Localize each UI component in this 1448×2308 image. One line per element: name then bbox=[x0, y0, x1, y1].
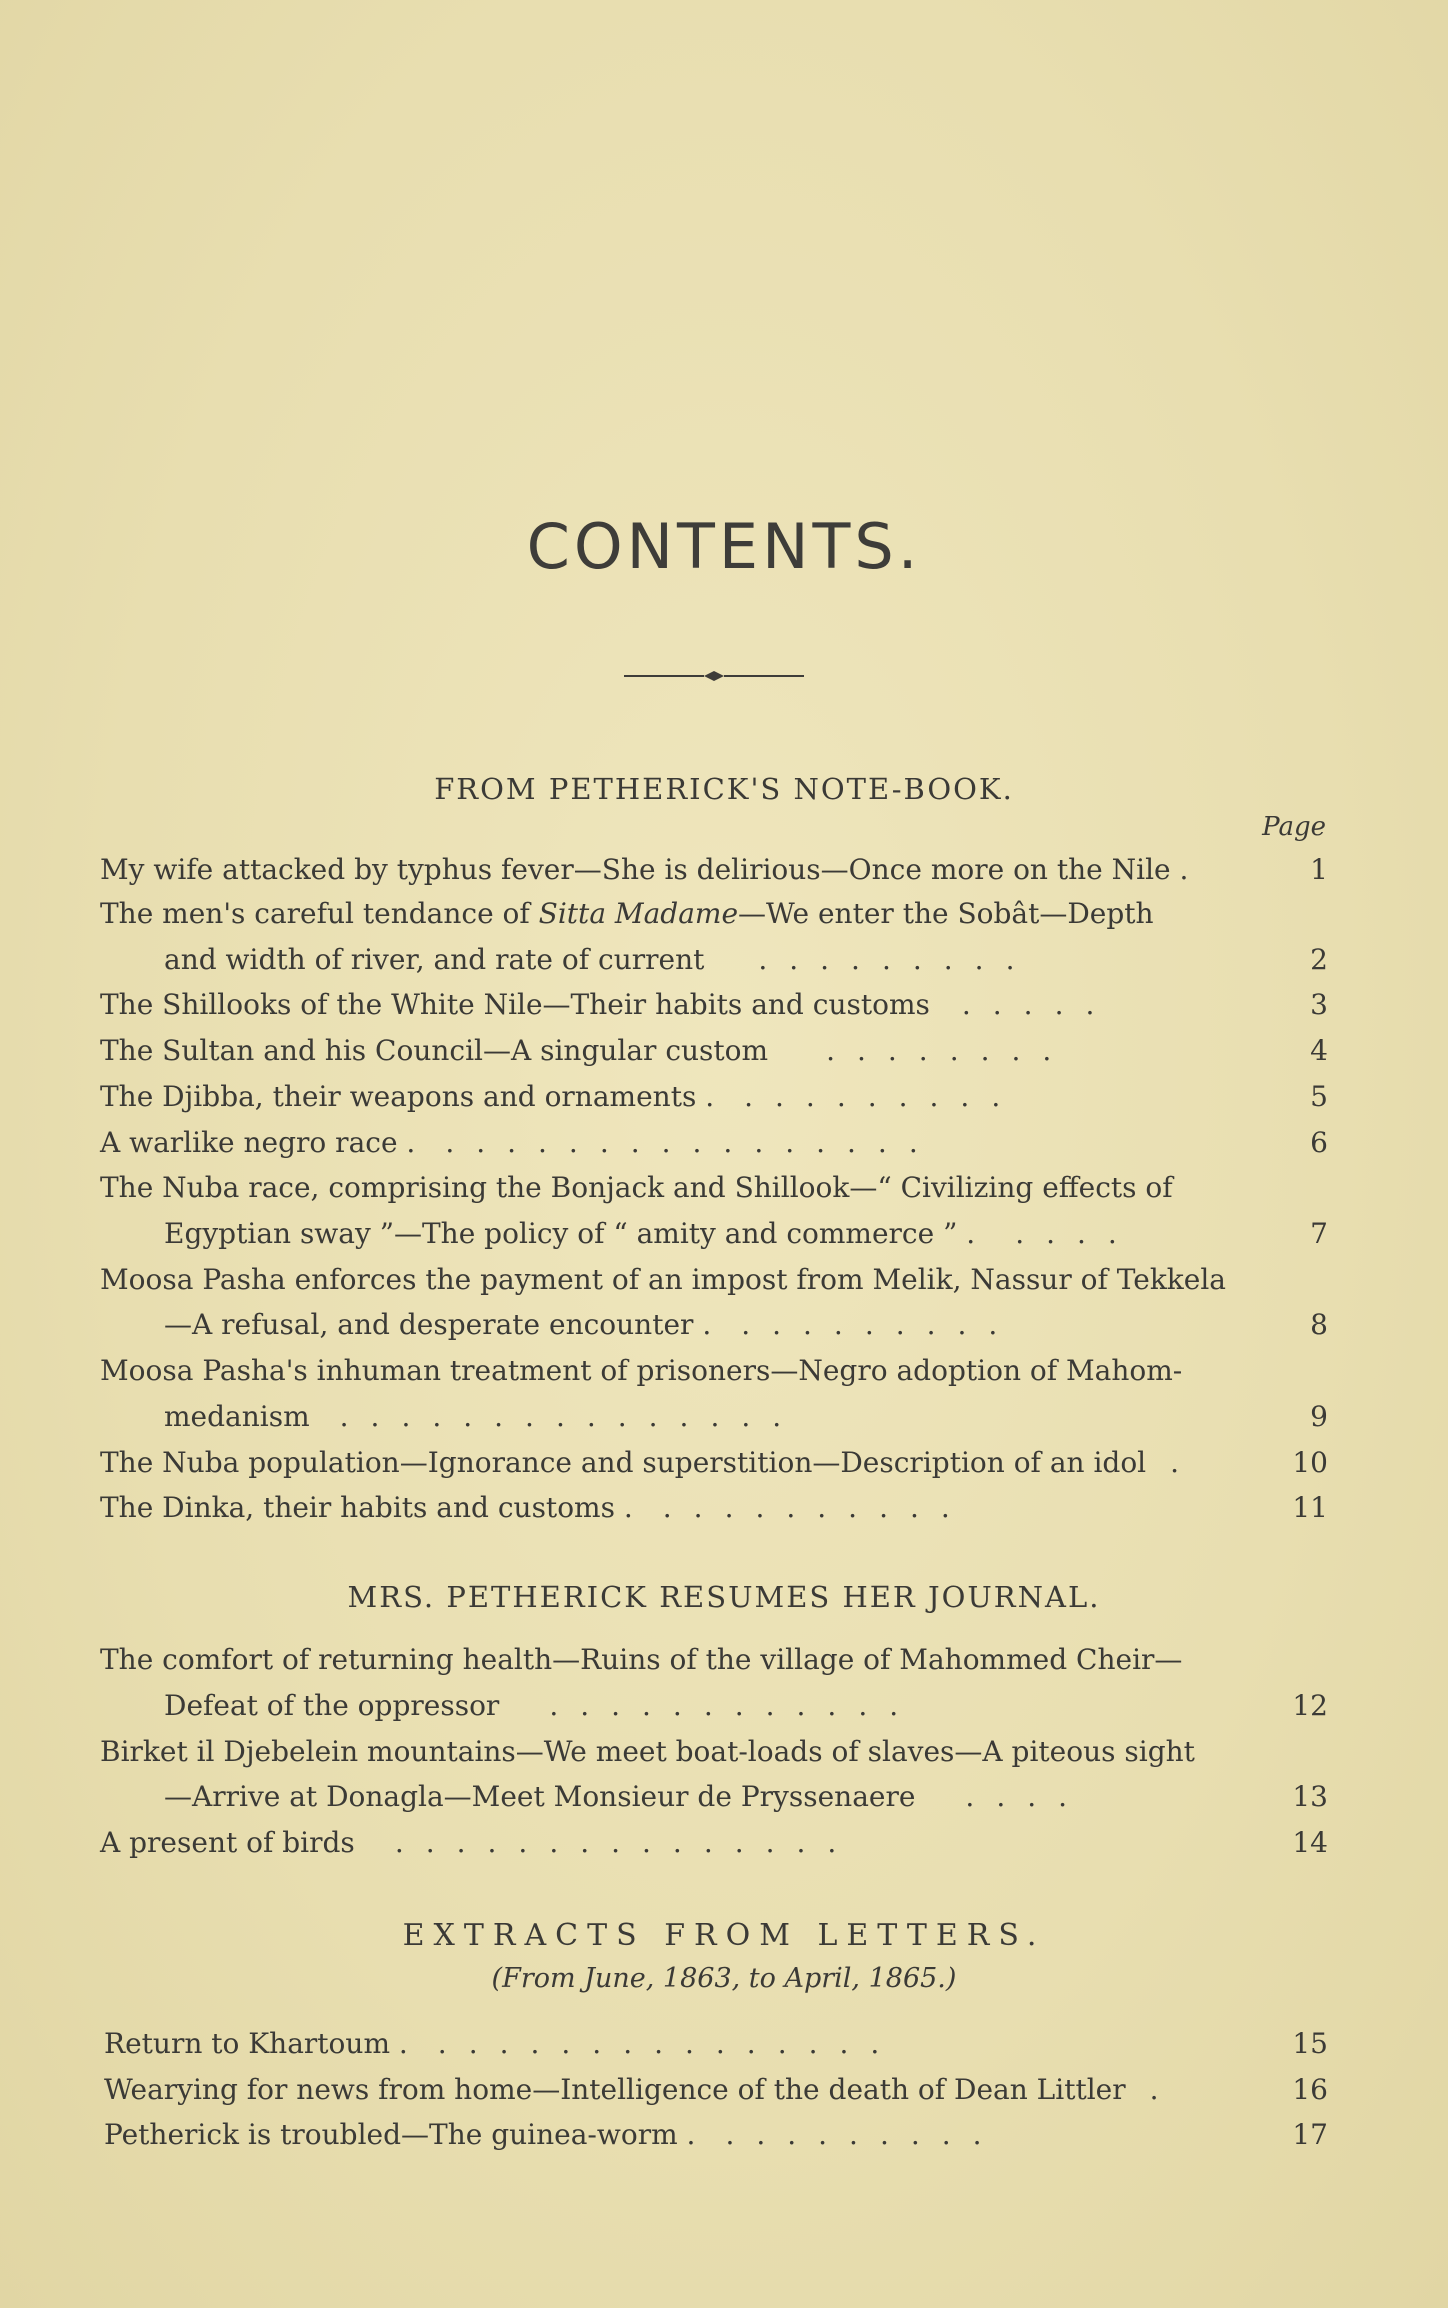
toc-page-number: 7 bbox=[1310, 1217, 1328, 1250]
toc-page-number: 10 bbox=[1292, 1446, 1328, 1479]
toc-entry-line: —Arrive at Donagla—Meet Monsieur de Pryssenaere .... bbox=[164, 1780, 1090, 1813]
toc-entry-line: Return to Khartoum . ............... bbox=[104, 2027, 902, 2060]
toc-page-number: 6 bbox=[1310, 1126, 1328, 1159]
toc-entry-line: Petherick is troubled—The guinea-worm . ......... bbox=[104, 2118, 1004, 2151]
toc-entry-line: The Dinka, their habits and customs . .......... bbox=[100, 1491, 972, 1524]
toc-entry-line: Moosa Pasha enforces the payment of an impost from Melik, Nassur of Tekkela bbox=[100, 1263, 1226, 1296]
toc-entry-line: Wearying for news from home—Intelligence of the death of Dean Littler . bbox=[104, 2073, 1181, 2106]
toc-entry-line: The Sultan and his Council—A singular custom ........ bbox=[100, 1034, 1074, 1067]
toc-entry-line: —A refusal, and desperate encounter . ......... bbox=[164, 1308, 1020, 1341]
toc-entry-line: medanism ............... bbox=[164, 1400, 804, 1433]
toc-page-number: 2 bbox=[1310, 943, 1328, 976]
toc-entry-line: A warlike negro race . ................ bbox=[100, 1126, 940, 1159]
toc-entry-line: The Nuba population—Ignorance and superstition—Description of an idol . bbox=[100, 1446, 1202, 1479]
section-heading-journal: MRS. PETHERICK RESUMES HER JOURNAL. bbox=[347, 1580, 1101, 1614]
toc-entry-line: A present of birds ............... bbox=[100, 1826, 859, 1859]
toc-entry-line: and width of river, and rate of current ......... bbox=[164, 943, 1037, 976]
page-title: CONTENTS. bbox=[526, 510, 922, 583]
toc-entry-line: Birket il Djebelein mountains—We meet boat-loads of slaves—A piteous sight bbox=[100, 1735, 1195, 1768]
divider-ornament bbox=[624, 668, 804, 684]
toc-page-number: 16 bbox=[1292, 2073, 1328, 2106]
toc-page-number: 1 bbox=[1310, 853, 1328, 886]
page-column-label: Page bbox=[1262, 812, 1326, 842]
toc-page-number: 3 bbox=[1310, 988, 1328, 1021]
toc-page-number: 17 bbox=[1292, 2118, 1328, 2151]
toc-page-number: 4 bbox=[1310, 1034, 1328, 1067]
toc-entry-line: The Nuba race, comprising the Bonjack and Shillook—“ Civilizing effects of bbox=[100, 1171, 1173, 1204]
toc-entry-line: Egyptian sway ”—The policy of “ amity and commerce ” . .... bbox=[164, 1217, 1139, 1250]
toc-page-number: 15 bbox=[1292, 2027, 1328, 2060]
section-heading-notebook: FROM PETHERICK'S NOTE-BOOK. bbox=[434, 772, 1014, 806]
section-subheading-dates: (From June, 1863, to April, 1865.) bbox=[491, 1963, 957, 1994]
toc-entry-line: The Shillooks of the White Nile—Their habits and customs ..... bbox=[100, 988, 1117, 1021]
toc-page-number: 12 bbox=[1292, 1689, 1328, 1722]
toc-page-number: 5 bbox=[1310, 1080, 1328, 1113]
toc-entry-line: My wife attacked by typhus fever—She is delirious—Once more on the Nile . bbox=[100, 853, 1189, 886]
toc-page-number: 11 bbox=[1292, 1491, 1328, 1524]
toc-page-number: 13 bbox=[1292, 1780, 1328, 1813]
toc-entry-line: The Djibba, their weapons and ornaments . ......... bbox=[100, 1080, 1023, 1113]
toc-entry-line: The comfort of returning health—Ruins of the village of Mahommed Cheir— bbox=[100, 1643, 1183, 1676]
toc-page-number: 8 bbox=[1310, 1308, 1328, 1341]
toc-entry-line: Defeat of the oppressor ............ bbox=[164, 1689, 921, 1722]
toc-page-number: 9 bbox=[1310, 1400, 1328, 1433]
toc-entry-line: The men's careful tendance of Sitta Madame—We enter the Sobât—Depth bbox=[100, 897, 1154, 930]
toc-page-number: 14 bbox=[1292, 1826, 1328, 1859]
toc-entry-line: Moosa Pasha's inhuman treatment of prisoners—Negro adoption of Mahom- bbox=[100, 1354, 1183, 1387]
section-heading-letters: EXTRACTS FROM LETTERS. bbox=[402, 1918, 1046, 1953]
